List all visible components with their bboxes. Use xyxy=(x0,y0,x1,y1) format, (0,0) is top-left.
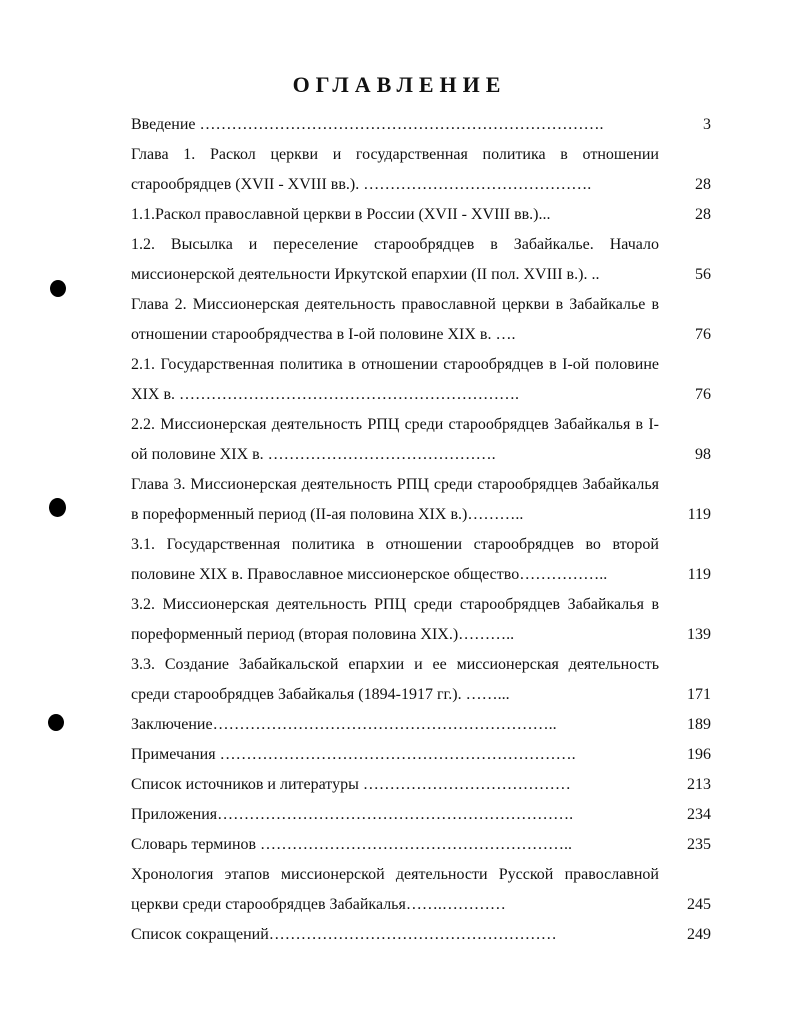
toc-entry-page: 28 xyxy=(695,176,711,193)
toc-entry-text: Хронология этапов миссионерской деятельности Русской православной церкви среди старообрядцев Забайкалья…….………… xyxy=(131,866,659,913)
toc-entry-text: 3.2. Миссионерская деятельность РПЦ среди старообрядцев Забайкалья в пореформенный период (вторая половина XIX.)……….. xyxy=(131,596,659,643)
toc-entry-chapter-1 xyxy=(131,140,711,200)
punch-hole-mark xyxy=(49,498,66,517)
toc-entry-page: 189 xyxy=(687,716,711,733)
toc-entry-chronology xyxy=(131,860,711,920)
toc-entry-text: Список источников и литературы ………………………………… xyxy=(131,776,571,793)
toc-entry-page: 3 xyxy=(703,116,711,133)
toc-entry-text: Глава 2. Миссионерская деятельность православной церкви в Забайкалье в отношении старообрядчества в I-ой половине XIX в. …. xyxy=(131,296,659,343)
toc-entry-page: 234 xyxy=(687,806,711,823)
toc-entry-text: Примечания …………………………………………………………. xyxy=(131,746,576,763)
toc-entry-page: 56 xyxy=(695,266,711,283)
toc-entry-section-3-2 xyxy=(131,590,711,650)
toc-entry-abbreviations xyxy=(131,920,711,950)
toc-entry-chapter-2 xyxy=(131,290,711,350)
toc-entry-page: 119 xyxy=(687,506,711,523)
toc-entry-page: 235 xyxy=(687,836,711,853)
table-of-contents xyxy=(131,110,711,950)
toc-entry-page: 98 xyxy=(695,446,711,463)
toc-entry-conclusion xyxy=(131,710,711,740)
toc-entry-text: 1.2. Высылка и переселение старообрядцев в Забайкалье. Начало миссионерской деятельности Иркутской епархии (II пол. XVIII в.). .. xyxy=(131,236,659,283)
toc-entry-page: 76 xyxy=(695,326,711,343)
toc-entry-page: 213 xyxy=(687,776,711,793)
toc-entry-text: Глава 3. Миссионерская деятельность РПЦ среди старообрядцев Забайкалья в пореформенный период (II-ая половина XIX в.)……….. xyxy=(131,476,659,523)
toc-entry-page: 171 xyxy=(687,686,711,703)
toc-entry-text: Заключение……………………………………………………….. xyxy=(131,716,557,733)
toc-entry-text: 1.1.Раскол православной церкви в России (XVII - XVIII вв.)... xyxy=(131,206,551,223)
toc-entry-section-1-2 xyxy=(131,230,711,290)
toc-entry-text: 3.1. Государственная политика в отношении старообрядцев во второй половине XIX в. Православное миссионерское общество…………….. xyxy=(131,536,659,583)
toc-entry-sources xyxy=(131,770,711,800)
toc-entry-page: 139 xyxy=(687,626,711,643)
toc-entry-text: 3.3. Создание Забайкальской епархии и ее миссионерская деятельность среди старообрядцев Забайкалья (1894-1917 гг.). ……... xyxy=(131,656,659,703)
toc-entry-appendices xyxy=(131,800,711,830)
toc-entry-introduction xyxy=(131,110,711,140)
punch-hole-mark xyxy=(48,714,64,731)
toc-entry-text: 2.2. Миссионерская деятельность РПЦ среди старообрядцев Забайкалья в I-ой половине XIX в. ……………………………………. xyxy=(131,416,659,463)
punch-hole-mark xyxy=(50,280,66,297)
toc-entry-page: 76 xyxy=(695,386,711,403)
toc-entry-text: Приложения…………………………………………………………. xyxy=(131,806,574,823)
toc-entry-section-2-1 xyxy=(131,350,711,410)
toc-entry-section-3-3 xyxy=(131,650,711,710)
toc-entry-section-3-1 xyxy=(131,530,711,590)
toc-entry-section-1-1 xyxy=(131,200,711,230)
toc-entry-page: 249 xyxy=(687,926,711,943)
toc-entry-text: Словарь терминов ………………………………………………….. xyxy=(131,836,573,853)
page-title: ОГЛАВЛЕНИЕ xyxy=(292,72,507,97)
toc-entry-chapter-3 xyxy=(131,470,711,530)
toc-entry-text: Введение …………………………………………………………………. xyxy=(131,116,604,133)
toc-entry-text: Список сокращений……………………………………………… xyxy=(131,926,557,943)
toc-entry-page: 245 xyxy=(687,896,711,913)
toc-entry-section-2-2 xyxy=(131,410,711,470)
toc-entry-text: Глава 1. Раскол церкви и государственная политика в отношении старообрядцев (XVII - XVIII вв.). ……………………………………. xyxy=(131,146,659,193)
toc-entry-glossary xyxy=(131,830,711,860)
toc-entry-notes xyxy=(131,740,711,770)
toc-entry-page: 119 xyxy=(687,566,711,583)
toc-entry-page: 28 xyxy=(695,206,711,223)
toc-entry-page: 196 xyxy=(687,746,711,763)
toc-entry-text: 2.1. Государственная политика в отношении старообрядцев в I-ой половине XIX в. ………………………………………………………. xyxy=(131,356,659,403)
